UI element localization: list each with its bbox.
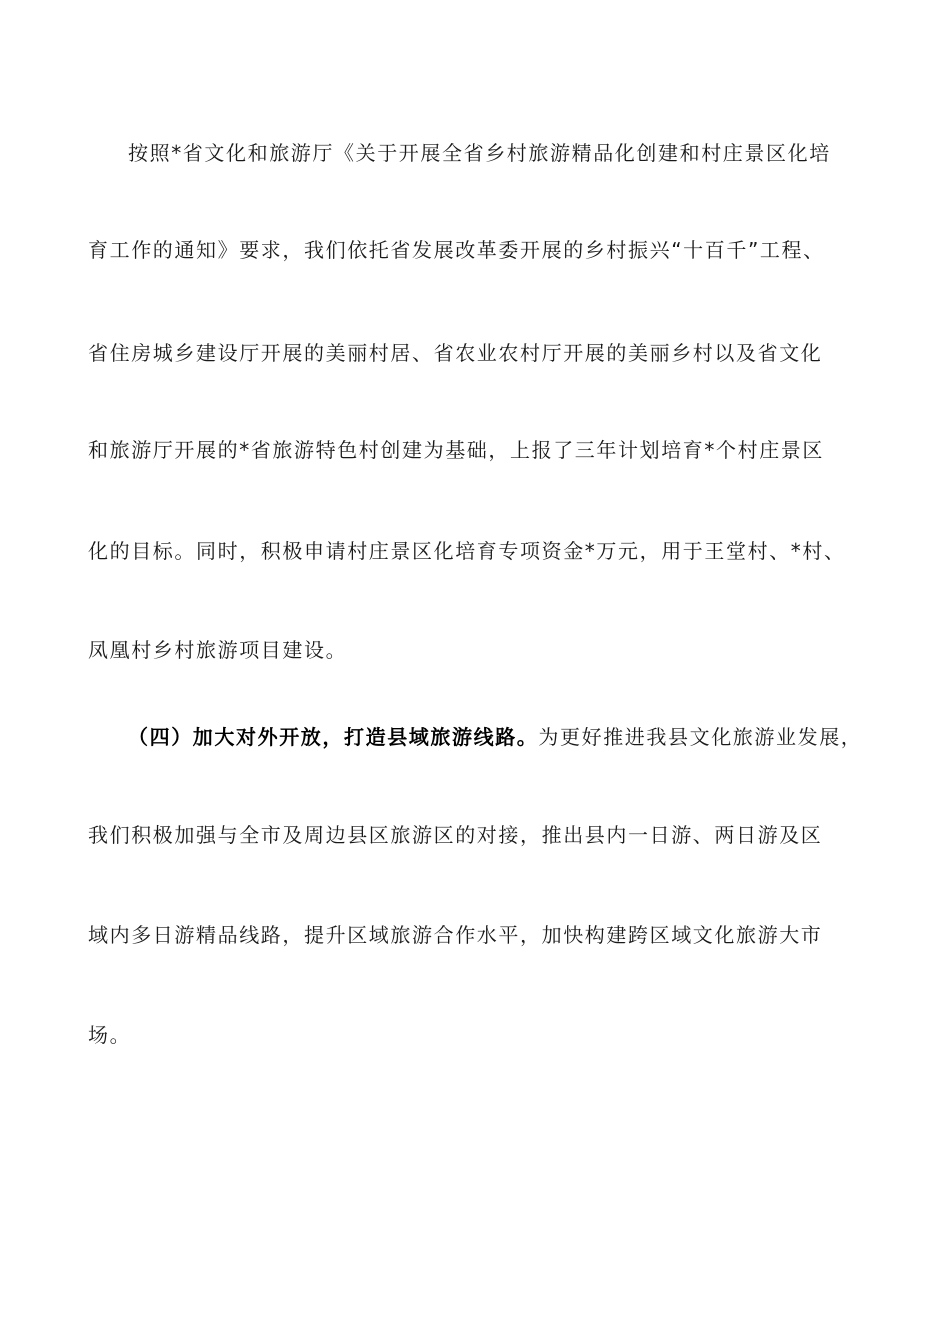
paragraph-1-line-1: 按照*省文化和旅游厅《关于开展全省乡村旅游精品化创建和村庄景区化培 [128,141,831,165]
paragraph-2-line-1-text: 为更好推进我县文化旅游业发展， [538,725,863,749]
paragraph-2-line-3: 域内多日游精品线路，提升区域旅游合作水平，加快构建跨区域文化旅游大市 [88,923,823,947]
paragraph-1-line-5: 化的目标。同时，积极申请村庄景区化培育专项资金*万元，用于王堂村、*村、 [88,539,846,563]
paragraph-1-line-4: 和旅游厅开展的*省旅游特色村创建为基础，上报了三年计划培育*个村庄景区 [88,438,824,462]
paragraph-2-line-1 [128,722,878,752]
paragraph-2-line-2: 我们积极加强与全市及周边县区旅游区的对接，推出县内一日游、两日游及区 [88,823,823,847]
paragraph-1-line-6: 凤凰村乡村旅游项目建设。 [88,638,348,662]
section-heading: （四）加大对外开放，打造县域旅游线路。 [128,725,539,749]
paragraph-2-line-4: 场。 [88,1023,132,1047]
paragraph-1-line-2: 育工作的通知》要求，我们依托省发展改革委开展的乡村振兴“十百千”工程、 [88,238,825,262]
paragraph-1-line-3: 省住房城乡建设厅开展的美丽村居、省农业农村厅开展的美丽乡村以及省文化 [88,341,823,365]
